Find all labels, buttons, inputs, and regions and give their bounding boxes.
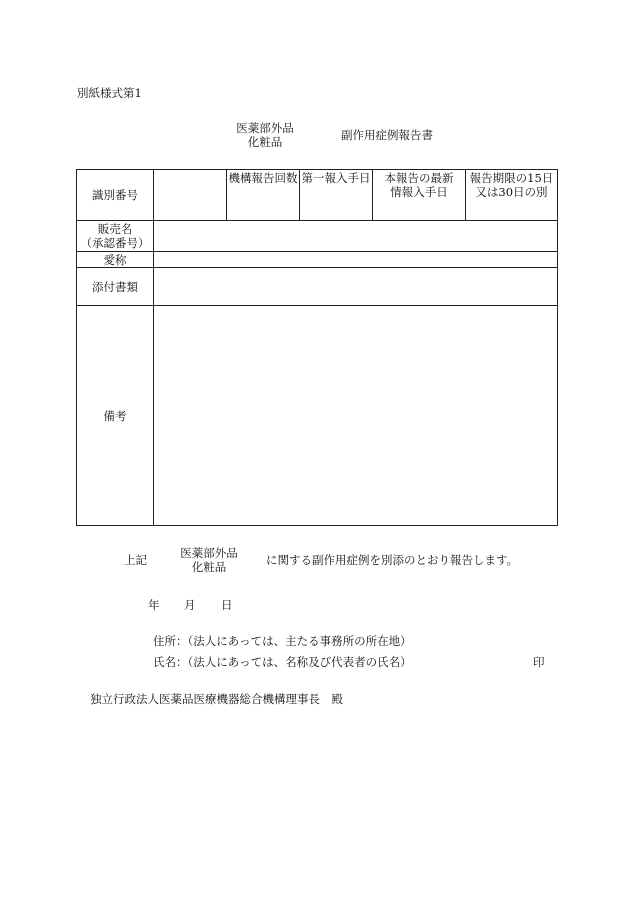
- applicant-address: 住所：（法人にあっては、主たる事務所の所在地）: [153, 634, 412, 648]
- nickname-label: 愛称: [77, 252, 154, 268]
- statement-category-line-2: 化粧品: [191, 560, 227, 574]
- col-latest-info-date: [373, 170, 466, 221]
- applicant-name: 氏名：（法人にあっては、名称及び代表者の氏名）: [153, 655, 412, 669]
- form-number: 別紙様式第1: [77, 86, 142, 100]
- id-label: 識別番号: [77, 170, 154, 221]
- statement-prefix: 上記: [124, 553, 147, 567]
- remarks-label: 備考: [77, 306, 154, 526]
- date-year-label: 年: [148, 598, 160, 612]
- report-title: 副作用症例報告書: [341, 128, 433, 142]
- sales-name-field[interactable]: [154, 221, 558, 252]
- sales-name-line-2: （承認番号）: [80, 236, 150, 250]
- latest-line-2: 情報入手日: [390, 185, 448, 199]
- latest-line-1: 本報告の最新: [384, 171, 454, 185]
- statement-category-line-1: 医薬部外品: [180, 546, 238, 560]
- deadline-line-2: 又は30日の別: [475, 185, 548, 199]
- date-month-label: 月: [184, 598, 196, 612]
- col-agency-report-count: 機構報告回数: [227, 170, 300, 221]
- statement-text: に関する副作用症例を別添のとおり報告します。: [266, 553, 519, 567]
- addressee: 独立行政法人医薬品医療機器総合機構理事長 殿: [90, 692, 343, 706]
- col-first-report-date: 第一報入手日: [300, 170, 373, 221]
- statement-category: [174, 546, 244, 574]
- nickname-field[interactable]: [154, 252, 558, 268]
- report-category: [230, 121, 300, 149]
- seal-mark: 印: [533, 655, 545, 669]
- col-report-deadline: [466, 170, 558, 221]
- sales-name-label: [77, 221, 154, 252]
- report-table: [76, 169, 558, 526]
- sales-name-line-1: 販売名: [97, 222, 133, 236]
- category-line-2: 化粧品: [247, 135, 283, 149]
- category-line-1: 医薬部外品: [236, 121, 294, 135]
- id-number-field[interactable]: [154, 170, 227, 221]
- attachments-field[interactable]: [154, 268, 558, 306]
- attachments-label: 添付書類: [77, 268, 154, 306]
- deadline-line-1: 報告期限の15日: [469, 171, 554, 185]
- date-day-label: 日: [221, 598, 233, 612]
- remarks-field[interactable]: [154, 306, 558, 526]
